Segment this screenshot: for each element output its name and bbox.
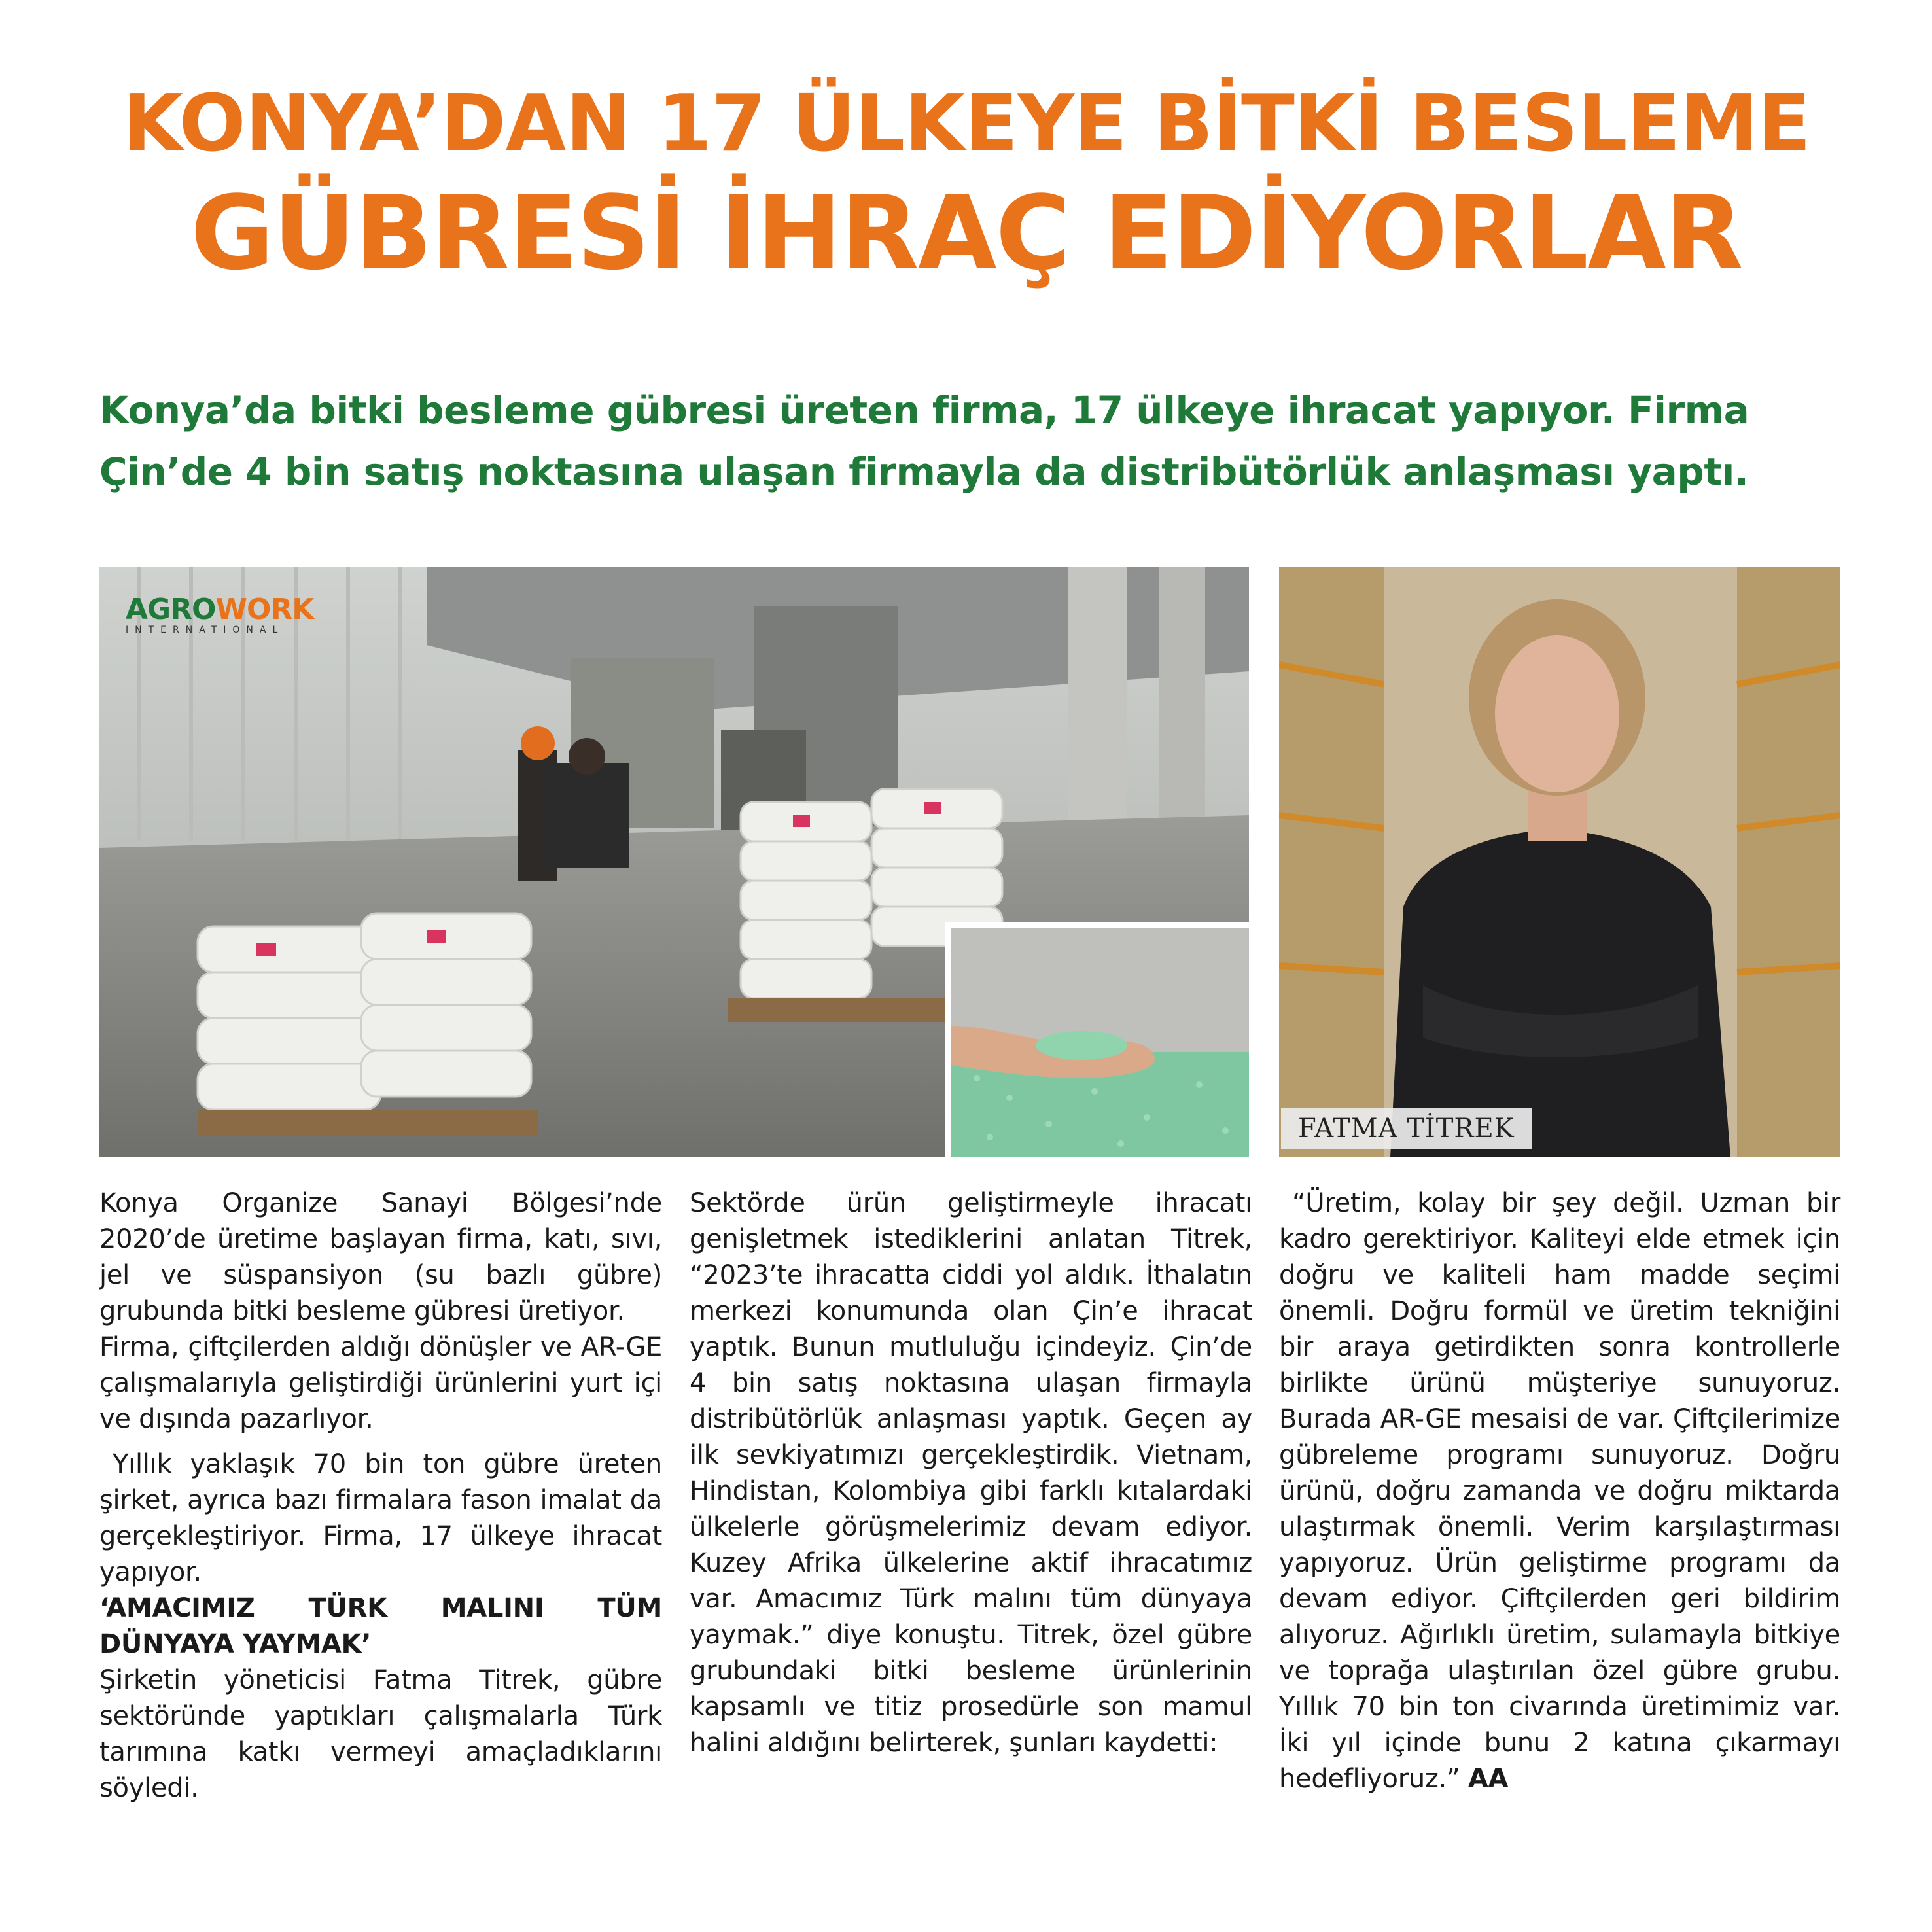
granules-illustration [951,928,1249,1157]
source-signature: AA [1467,1764,1509,1794]
portrait-photo [1279,567,1840,1157]
column3-quote: “Üretim, kolay bir şey değil. Uzman bir kadro gerektiriyor. Kaliteyi elde etmek için doğru ve kaliteli ham madde seçimi önemli. Doğru formül ve üretim tekniğini bir araya getirdikten sonra kontrollerle birlikte ürünü müşteriye sunuyoruz. Burada AR-GE mesaisi de var. Çiftçilerimize gübreleme programı sunuyoruz. Doğru ürünü, doğru zamanda ve doğru miktarda ulaştırmak önemli. Verim karşılaştırması yapıyoruz. Ürün geliştirme programı da devam ediyor. Çiftçilerden geri bildirim alıyoruz. Ağırlıklı üretim, sulamayla bitkiye ve toprağa ulaştırılan özel gübre grubu. Yıllık 70 bin ton civarında üretimimiz var. İki yıl içinde bunu 2 katına çıkarmayı hedefliyoruz.” [1279,1188,1840,1794]
agrowork-logo [126,593,313,635]
logo-international: INTERNATIONAL [126,625,285,635]
article-column-2 [690,1186,1252,1761]
logo-work: WORK [215,593,314,626]
dek-subheadline: Konya’da bitki besleme gübresi üreten firma, 17 ülkeye ihracat yapıyor. Firma Çin’de 4 bin satış noktasına ulaşan firmayla da distribütörlük anlaşması yaptı. [99,388,1749,494]
column1-paragraph-2: Firma, çiftçilerden aldığı dönüşler ve AR-GE çalışmalarıyla geliştirdiği ürünlerini yurt içi ve dışında pazarlıyor. [99,1332,662,1434]
column1-paragraph-1: Konya Organize Sanayi Bölgesi’nde 2020’de üretime başlayan firma, katı, sıvı, jel ve süspansiyon (su bazlı gübre) grubunda bitki besleme gübresi üretiyor. [99,1188,662,1326]
headline-line-2: GÜBRESİ İHRAÇ EDİYORLAR [190,173,1742,292]
column2-paragraph-1: Sektörde ürün geliştirmeyle ihracatı genişletmek istediklerini anlatan Titrek, “2023’te ihracatta ciddi yol aldık. İthalatın merkezi konumunda olan Çin’e ihracat yaptık. Bunun mutluluğu içindeyiz. Çin’de 4 bin satış noktasına ulaşan firmayla distribütörlük anlaşması yaptık. Geçen ay ilk sevkiyatımızı gerçekleştirdik. Vietnam, Hindistan, Kolombiya gibi farklı kıtalardaki ülkelerle görüşmelerimiz devam ediyor. Kuzey Afrika ülkelerine aktif ihracatımız var. Amacımız Türk malını tüm dünyaya yaymak.” diye konuştu. Titrek, özel gübre grubundaki bitki besleme ürünlerinin kapsamlı ve titiz prosedürle son mamul halini aldığını belirterek, şunları kaydetti: [690,1188,1252,1758]
portrait-illustration [1279,567,1840,1157]
column1-subheading: ‘AMACIMIZ TÜRK MALINI TÜM DÜNYAYA YAYMAK’ [99,1593,662,1659]
logo-agro: AGRO [126,593,216,626]
article-column-1 [99,1186,662,1806]
column1-paragraph-3: Yıllık yaklaşık 70 bin ton gübre üreten şirket, ayrıca bazı firmalara fason imalat da gerçekleştiriyor. Firma, 17 ülkeye ihracat yapıyor. [99,1449,662,1587]
headline [99,79,1833,292]
granules-inset-photo [945,922,1249,1157]
column3-paragraph-1 [1279,1186,1840,1797]
article-column-3 [1279,1186,1840,1797]
headline-line-1: KONYA’DAN 17 ÜLKEYE BİTKİ BESLEME [122,79,1810,169]
portrait-caption: FATMA TİTREK [1281,1108,1532,1149]
column1-paragraph-4: Şirketin yöneticisi Fatma Titrek, gübre sektöründe yaptıkları çalışmalarla Türk tarımına katkı vermeyi amaçladıklarını söyledi. [99,1665,662,1803]
